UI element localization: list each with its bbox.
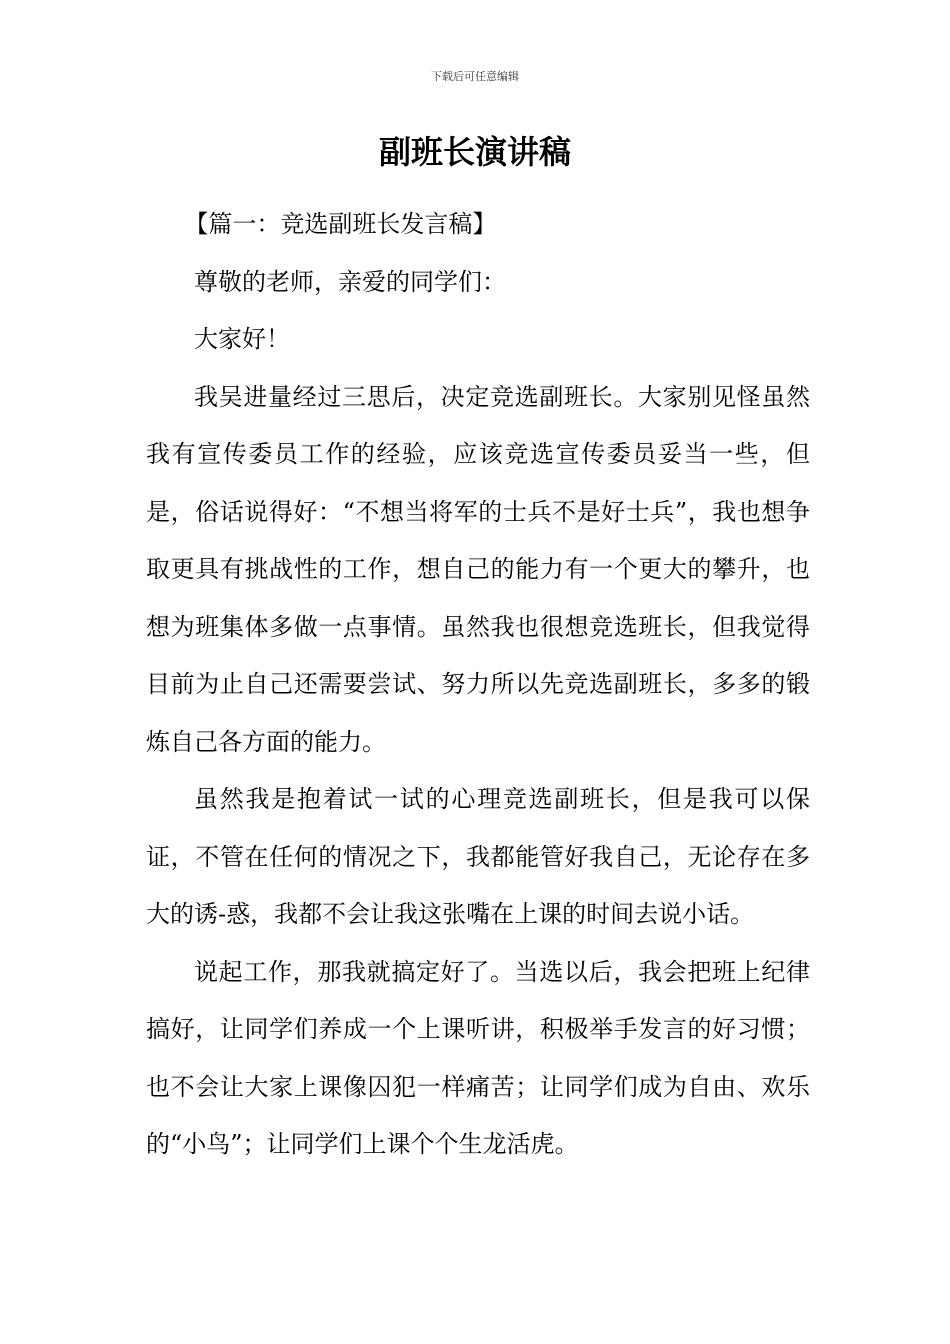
body-paragraph: 说起工作，那我就搞定好了。当选以后，我会把班上纪律搞好，让同学们养成一个上课听讲，积极举手发言的好习惯；也不会让大家上课像囚犯一样痛苦；让同学们成为自由、欢乐的“小鸟”；让同学们上课个个生龙活虎。 bbox=[146, 957, 810, 1158]
section-heading: 【篇一：竞选副班长发言稿】 bbox=[184, 210, 497, 238]
greeting: 大家好！ bbox=[194, 325, 290, 353]
page-header-note: 下载后可任意编辑 bbox=[431, 70, 519, 83]
body-paragraph: 我吴进量经过三思后，决定竞选副班长。大家别见怪虽然我有宣传委员工作的经验，应该竞选宣传委员妥当一些，但是，俗话说得好：“不想当将军的士兵不是好士兵”，我也想争取更具有挑战性的工作，想自己的能力有一个更大的攀升，也想为班集体多做一点事情。虽然我也很想竞选班长，但我觉得目前为止自己还需要尝试、努力所以先竞选副班长，多多的锻炼自己各方面的能力。 bbox=[146, 382, 810, 756]
body-paragraph: 虽然我是抱着试一试的心理竞选副班长，但是我可以保证，不管在任何的情况之下，我都能管好我自己，无论存在多大的诱-惑，我都不会让我这张嘴在上课的时间去说小话。 bbox=[146, 785, 810, 928]
document-title: 副班长演讲稿 bbox=[378, 133, 571, 171]
salutation: 尊敬的老师，亲爱的同学们： bbox=[194, 267, 506, 296]
document-body bbox=[146, 196, 810, 1174]
